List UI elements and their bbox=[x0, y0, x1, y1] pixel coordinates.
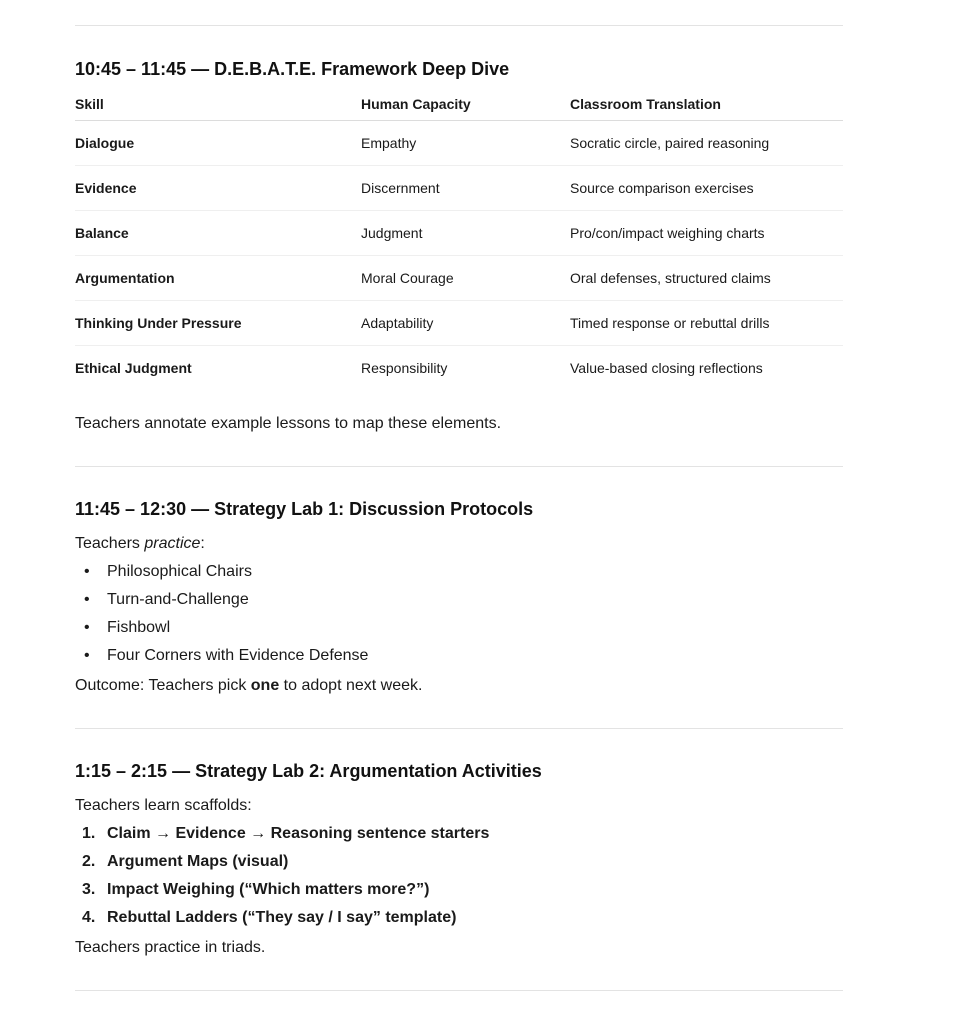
list-number: 2. bbox=[82, 853, 96, 870]
bullet-icon: • bbox=[84, 619, 90, 636]
table-row bbox=[75, 121, 843, 166]
list-item-text: Argument Maps (visual) bbox=[107, 853, 289, 870]
translation-cell: Socratic circle, paired reasoning bbox=[570, 121, 843, 166]
capacity-cell: Discernment bbox=[361, 166, 570, 211]
section-outcome bbox=[75, 676, 843, 696]
section-intro: Teachers learn scaffolds: bbox=[75, 797, 252, 814]
translation-cell: Oral defenses, structured claims bbox=[570, 256, 843, 301]
list-number: 1. bbox=[82, 825, 96, 842]
intro-emphasis: practice bbox=[144, 535, 201, 552]
intro-colon: : bbox=[200, 535, 205, 552]
capacity-cell: Moral Courage bbox=[361, 256, 570, 301]
debate-skills-table bbox=[75, 88, 843, 390]
list-item bbox=[75, 558, 843, 586]
translation-cell: Pro/con/impact weighing charts bbox=[570, 211, 843, 256]
list-item bbox=[75, 848, 843, 876]
list-item bbox=[75, 820, 843, 848]
intro-text: Teachers bbox=[75, 535, 145, 552]
section-heading: 10:45 – 11:45 — D.E.B.A.T.E. Framework Deep Dive bbox=[75, 59, 510, 79]
section-outro: Teachers practice in triads. bbox=[75, 939, 266, 956]
section-debate-framework bbox=[75, 26, 843, 466]
list-item bbox=[75, 614, 843, 642]
table-row bbox=[75, 256, 843, 301]
bullet-icon: • bbox=[84, 591, 90, 608]
table-row bbox=[75, 211, 843, 256]
list-item-text: Impact Weighing (“Which matters more?”) bbox=[107, 881, 430, 898]
section-heading: 1:15 – 2:15 — Strategy Lab 2: Argumentation Activities bbox=[75, 761, 542, 781]
column-header-skill: Skill bbox=[75, 88, 361, 121]
section-note: Teachers annotate example lessons to map these elements. bbox=[75, 415, 502, 432]
list-number: 4. bbox=[82, 909, 96, 926]
capacity-cell: Responsibility bbox=[361, 360, 448, 376]
column-header-classroom-translation: Classroom Translation bbox=[570, 88, 843, 121]
table-row bbox=[75, 346, 843, 391]
section-divider bbox=[75, 990, 843, 991]
section-strategy-lab-1 bbox=[75, 467, 843, 728]
skill-cell: Dialogue bbox=[75, 121, 361, 166]
list-number: 3. bbox=[82, 881, 96, 898]
document-content bbox=[75, 0, 843, 991]
list-item bbox=[75, 876, 843, 904]
list-item bbox=[75, 904, 843, 932]
capacity-cell: Adaptability bbox=[361, 301, 570, 346]
skill-cell: Thinking Under Pressure bbox=[75, 301, 361, 346]
list-item-text: Fishbowl bbox=[107, 619, 171, 636]
table-row bbox=[75, 301, 843, 346]
capacity-cell: Empathy bbox=[361, 121, 570, 166]
skill-cell: Evidence bbox=[75, 166, 361, 211]
list-item bbox=[75, 586, 843, 614]
list-item-text: Four Corners with Evidence Defense bbox=[107, 647, 369, 664]
protocol-list bbox=[75, 558, 843, 670]
list-item-text: Turn-and-Challenge bbox=[107, 591, 249, 608]
section-strategy-lab-2 bbox=[75, 729, 843, 990]
list-item-text: Philosophical Chairs bbox=[107, 563, 252, 580]
outcome-text: Outcome: Teachers pick bbox=[75, 677, 251, 694]
outcome-bold: one bbox=[250, 677, 280, 694]
section-heading: 11:45 – 12:30 — Strategy Lab 1: Discussion Protocols bbox=[75, 499, 534, 519]
skill-cell: Argumentation bbox=[75, 256, 361, 301]
list-item-text: Claim → Evidence → Reasoning sentence starters bbox=[107, 825, 490, 842]
skill-cell: Balance bbox=[75, 211, 361, 256]
section-intro bbox=[75, 534, 843, 554]
capacity-cell: Judgment bbox=[361, 211, 570, 256]
scaffold-list bbox=[75, 820, 843, 932]
column-header-human-capacity: Human Capacity bbox=[361, 88, 570, 121]
table-header-row bbox=[75, 88, 843, 121]
list-item bbox=[75, 642, 843, 670]
outcome-text-end: to adopt next week. bbox=[279, 677, 423, 694]
translation-cell: Source comparison exercises bbox=[570, 166, 843, 211]
bullet-icon: • bbox=[84, 563, 90, 580]
translation-cell: Timed response or rebuttal drills bbox=[570, 301, 843, 346]
bullet-icon: • bbox=[84, 647, 90, 664]
list-item-text: Rebuttal Ladders (“They say / I say” template) bbox=[107, 909, 457, 926]
skill-cell: Ethical Judgment bbox=[75, 360, 192, 376]
table-row bbox=[75, 166, 843, 211]
translation-cell: Value-based closing reflections bbox=[570, 360, 763, 376]
